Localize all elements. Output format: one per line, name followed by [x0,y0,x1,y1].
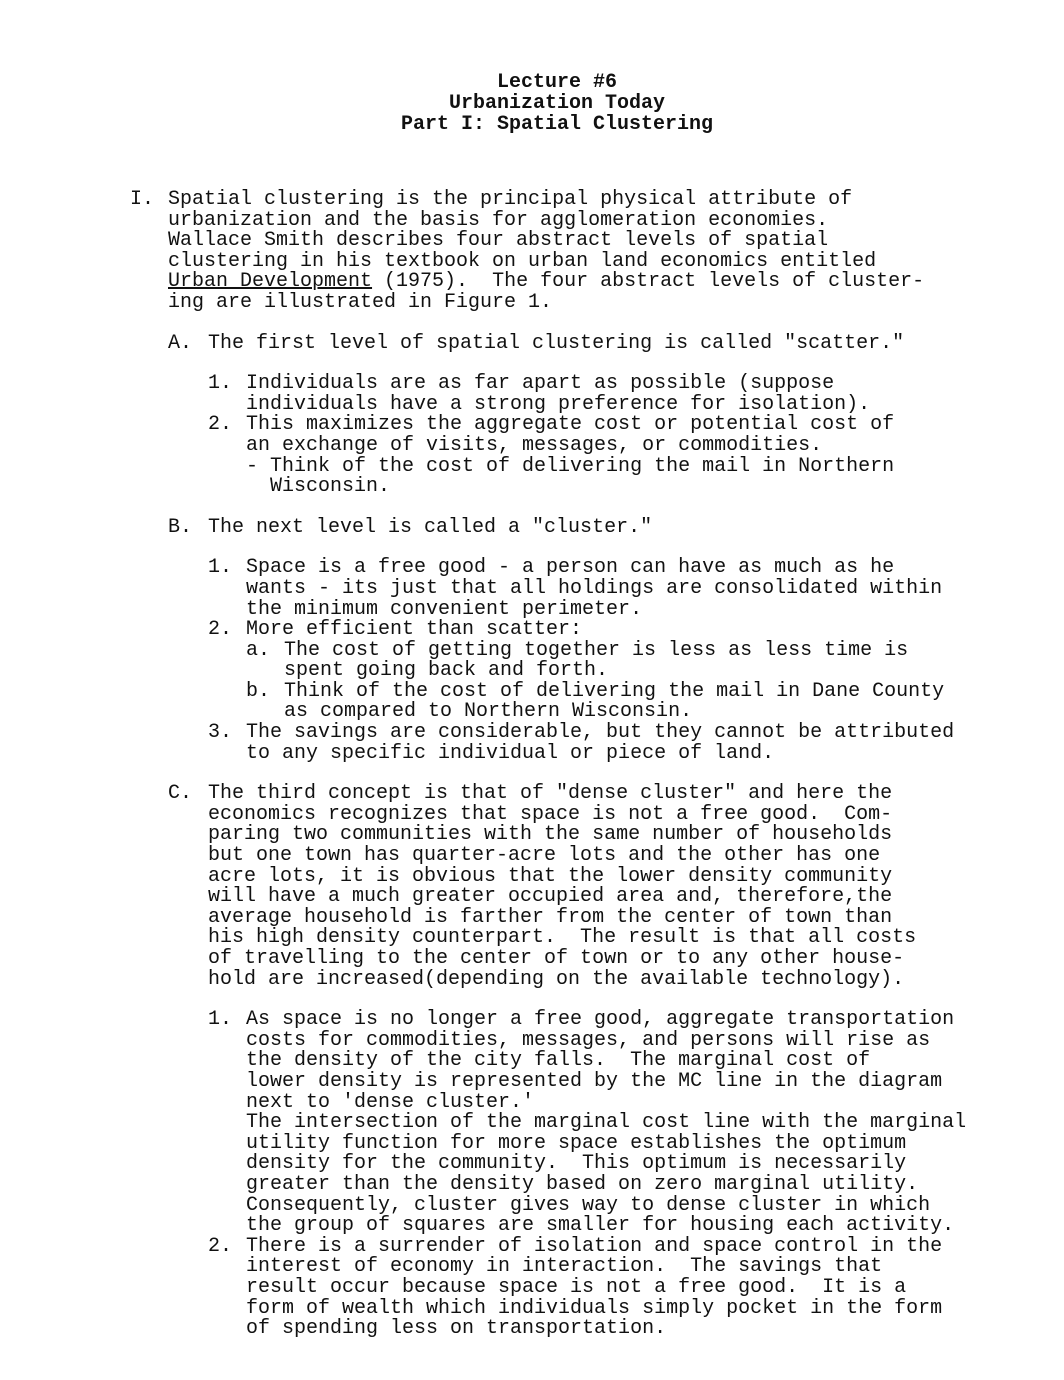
sub-list-item-label: a. [246,638,271,662]
section-i [130,188,994,1341]
lecture-title: Urbanization Today [448,92,666,115]
list-item-label: 2. [208,413,233,437]
lecture-part: Part I: Spatial Clustering [400,113,714,136]
list-item-text: More efficient than scatter: [246,618,583,642]
subsection-c-text: The third concept is that of "dense cluster" and here the economics recognizes that space is not a free good. Com- paring two communities with the same number of households but one town has quarter-acre lots and the other has one acre lots, it is obvious that the lower density community will have a much greater occupied area and, therefore,the average household is farther from the center of town than his high density counterpart. The result is that all costs of travelling to the center of town or to any other house- hold are increased(depending on the available technology). [208,782,917,991]
subsection-b-label: B. [168,515,193,539]
list-item [208,415,994,497]
lecture-header [120,72,994,135]
subsection-c-label: C. [168,782,193,806]
list-item-text: This maximizes the aggregate cost or potential cost of an exchange of visits, messages, or commodities. - Think of the cost of delivering the mail in Northern Wisconsin. [246,413,895,499]
sub-list-item-label: b. [246,679,271,703]
list-item [208,374,994,415]
list-item-text: Space is a free good - a person can have as much as he wants - its just that all holdings are consolidated within the minimum convenient perimeter. [246,556,943,621]
subsection-a-text: The first level of spatial clustering is called "scatter." [208,331,905,355]
list-item-label: 3. [208,721,233,745]
list-item-label: 1. [208,372,233,396]
list-item-text: As space is no longer a free good, aggregate transportation costs for commodities, messages, and persons will rise as the density of the city falls. The marginal cost of lower density is represented by the MC line in the diagram next to 'dense cluster.' The intersection of the marginal cost line with the marginal utility function for more space establishes the optimum density for the community. This optimum is necessarily greater than the density based on zero marginal utility. Consequently, cluster gives way to dense cluster in which the group of squares are smaller for housing each activity. [246,1008,967,1238]
sub-list-item [246,638,994,683]
list-item-text: Individuals are as far apart as possible (suppose individuals have a strong preference for isolation). [246,372,871,416]
sub-list-item [246,679,994,724]
section-i-label: I. [130,188,155,211]
subsection-c [168,782,994,1341]
section-i-text-after: (1975). The four abstract levels of cluster- ing are illustrated in Figure 1. [168,270,925,314]
subsection-b-text: The next level is called a "cluster." [208,515,653,539]
subsection-a-label: A. [168,331,193,355]
list-item-text: There is a surrender of isolation and space control in the interest of economy in interaction. The savings that result occur because space is not a free good. It is a form of wealth which individuals simply pocket in the form of spending less on transportation. [246,1234,943,1341]
list-item [208,620,994,723]
list-item [208,723,994,764]
list-item-label: 2. [208,618,233,642]
list-item [208,1234,994,1341]
list-item-label: 1. [208,556,233,580]
list-item [208,1010,994,1237]
subsection-a [168,331,994,499]
list-item [208,558,994,620]
section-i-text [168,190,994,314]
subsection-b [168,515,994,765]
book-title: Urban Development [168,270,373,294]
sub-list-item-text: Think of the cost of delivering the mail in Dane County as compared to Northern Wisconsin. [284,679,945,724]
section-i-text-before: Spatial clustering is the principal physical attribute of urbanization and the basis for agglomeration economies. Wallace Smith describes four abstract levels of spatial clustering in his textbook on urban land economics entitled [168,188,877,273]
list-item-label: 1. [208,1008,233,1032]
list-item-text: The savings are considerable, but they cannot be attributed to any specific individual or piece of land. [246,721,955,765]
sub-list-item-text: The cost of getting together is less as less time is spent going back and forth. [284,638,909,683]
list-item-label: 2. [208,1234,233,1258]
lecture-number: Lecture #6 [496,71,618,94]
